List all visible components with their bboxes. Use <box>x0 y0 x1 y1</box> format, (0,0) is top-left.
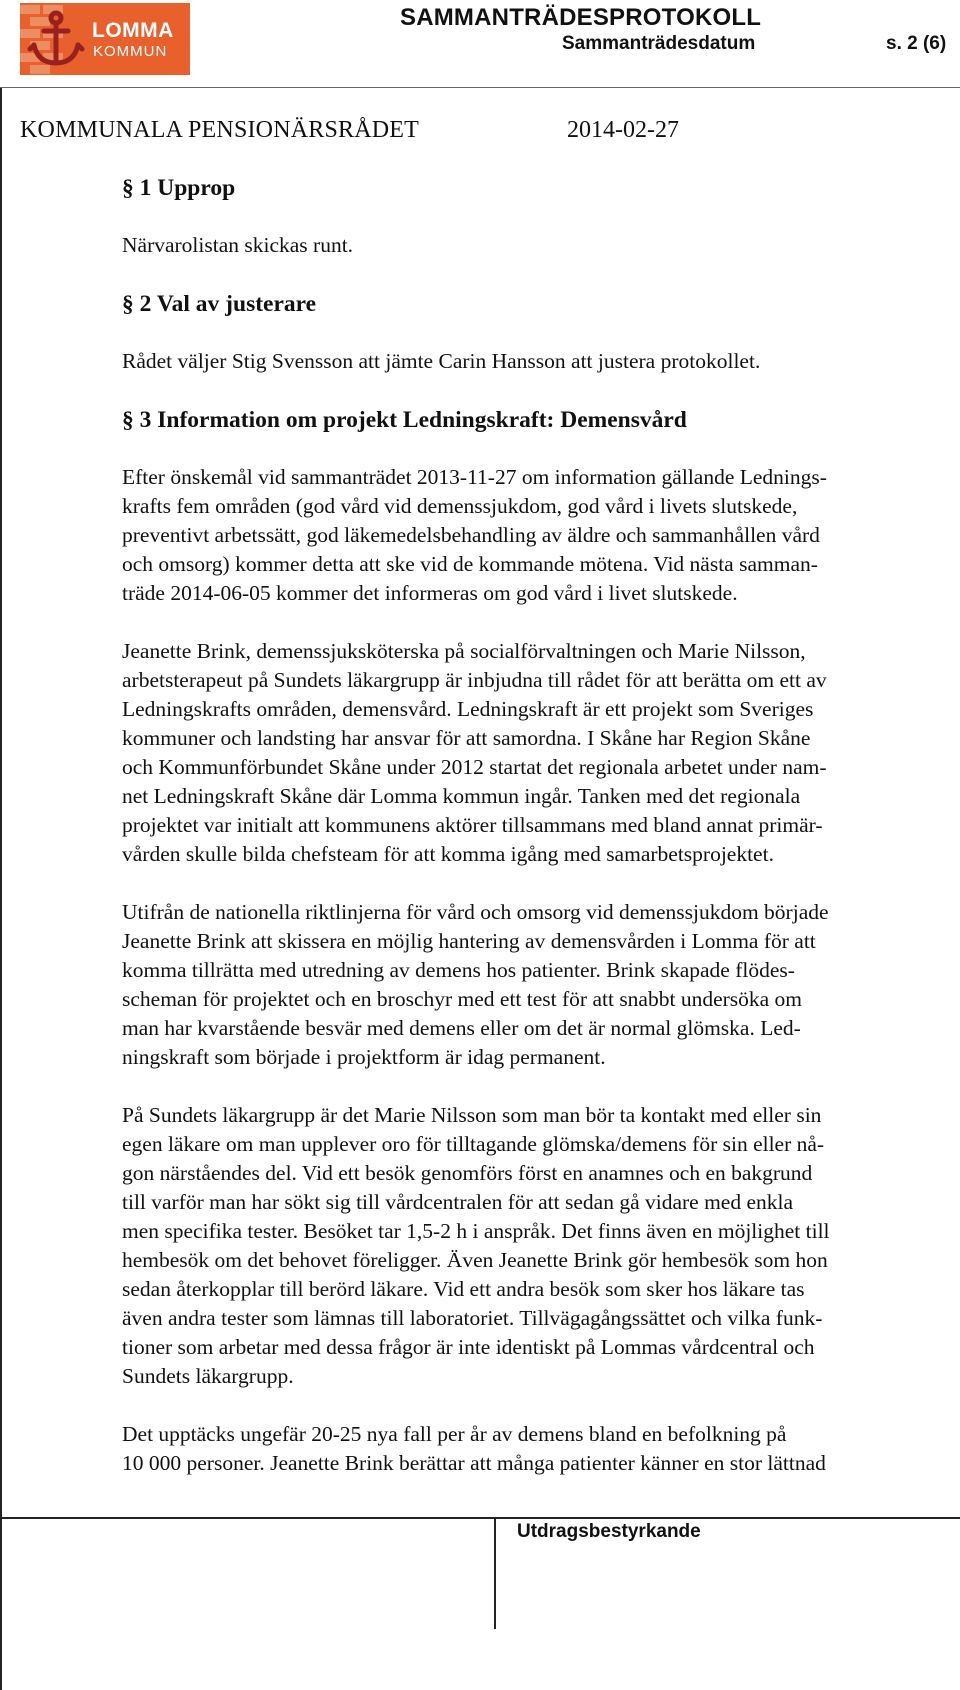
text-line: och Kommunförbundet Skåne under 2012 startat det regionala arbetet under nam- <box>122 755 827 779</box>
left-margin-line <box>0 88 2 1690</box>
section-heading: § 2 Val av justerare <box>122 291 317 317</box>
text-line: gon närståendes del. Vid ett besök genomförs först en anamnes och en bakgrund <box>122 1161 813 1185</box>
spacer <box>122 260 954 289</box>
spacer <box>122 435 954 463</box>
text-line: net Ledningskraft Skåne där Lomma kommun ingår. Tanken med det regionala <box>122 784 801 808</box>
spacer <box>122 203 954 231</box>
paragraph <box>122 1101 954 1391</box>
text-line: scheman för projektet och en broschyr med ett test för att snabbt undersöka om <box>122 987 803 1011</box>
section-heading: § 1 Upprop <box>122 175 236 201</box>
text-line: Jeanette Brink att skissera en möjlig hantering av demensvården i Lomma för att <box>122 929 816 953</box>
meeting-date-label: Sammanträdesdatum <box>562 33 756 54</box>
spacer <box>122 1072 954 1101</box>
anchor-icon <box>26 9 86 69</box>
meeting-date: 2014-02-27 <box>567 117 679 143</box>
text-line: egen läkare om man upplever oro för tilltagande glömska/demens för sin eller nå- <box>122 1132 825 1156</box>
municipality-logo <box>20 3 190 75</box>
text-line: ningskraft som började i projektform är idag permanent. <box>122 1045 606 1069</box>
text-line: 10 000 personer. Jeanette Brink berättar att många patienter känner en stor lättnad <box>122 1451 826 1475</box>
text-line: Jeanette Brink, demenssjuksköterska på socialförvaltningen och Marie Nilsson, <box>122 639 806 663</box>
committee-name: KOMMUNALA PENSIONÄRSRÅDET <box>20 117 420 143</box>
text-line: men specifika tester. Besöket tar 1,5-2 h i anspråk. Det finns även en möjlighet till <box>122 1219 830 1243</box>
footer-divider <box>0 1517 960 1519</box>
certification-label: Utdragsbestyrkande <box>517 1521 701 1542</box>
spacer <box>122 319 954 347</box>
text-line: arbetsterapeut på Sundets läkargrupp är inbjudna till rådet för att berätta om ett av <box>122 668 827 692</box>
text-line: komma tillrätta med utredning av demens hos patienter. Brink skapade flödes- <box>122 958 795 982</box>
text-line: Närvarolistan skickas runt. <box>122 233 354 257</box>
paragraph <box>122 898 954 1072</box>
spacer <box>122 1478 954 1507</box>
logo-text-kommun: KOMMUN <box>93 43 168 60</box>
text-line: vården skulle bilda chefsteam för att komma igång med samarbetsprojektet. <box>122 842 774 866</box>
text-line: tioner som arbetar med dessa frågor är inte identiskt på Lommas vårdcentral och <box>122 1335 815 1359</box>
text-line: till varför man har sökt sig till vårdcentralen för att sedan gå vidare med enkla <box>122 1190 794 1214</box>
text-line: På Sundets läkargrupp är det Marie Nilsson som man bör ta kontakt med eller sin <box>122 1103 822 1127</box>
spacer <box>122 1391 954 1420</box>
spacer <box>122 869 954 898</box>
text-line: krafts fem områden (god vård vid demenssjukdom, god vård i livets slutskede, <box>122 494 798 518</box>
header-divider <box>0 87 960 88</box>
spacer <box>122 376 954 405</box>
document-type-title: SAMMANTRÄDESPROTOKOLL <box>400 4 762 31</box>
text-line: Rådet väljer Stig Svensson att jämte Carin Hansson att justera protokollet. <box>122 349 761 373</box>
text-line: hembesök om det behovet föreligger. Även Jeanette Brink gör hembesök som hon <box>122 1248 828 1272</box>
text-line: Ledningskrafts områden, demensvård. Ledningskraft är ett projekt som Sveriges <box>122 697 814 721</box>
text-line: man har kvarstående besvär med demens eller om det är normal glömska. Led- <box>122 1016 801 1040</box>
text-line: kommuner och landsting har ansvar för att samordna. I Skåne har Region Skåne <box>122 726 811 750</box>
text-line: projektet var initialt att kommunens aktörer tillsammans med bland annat primär- <box>122 813 823 837</box>
section-heading: § 3 Information om projekt Ledningskraft: Demensvård <box>122 407 687 433</box>
logo-text-lomma: LOMMA <box>92 19 174 42</box>
text-line: Sundets läkargrupp. <box>122 1364 294 1388</box>
text-line: och omsorg) kommer detta att ske vid de kommande mötena. Vid nästa samman- <box>122 552 818 576</box>
text-line: Efter önskemål vid sammanträdet 2013-11-27 om information gällande Lednings- <box>122 465 827 489</box>
text-line: träde 2014-06-05 kommer det informeras om god vård i livet slutskede. <box>122 581 738 605</box>
text-line: även andra tester som lämnas till laboratoriet. Tillvägagångssättet och vilka funk- <box>122 1306 823 1330</box>
text-line: sedan återkopplar till berörd läkare. Vid ett andra besök som sker hos läkare tas <box>122 1277 805 1301</box>
text-line: Det upptäcks ungefär 20-25 nya fall per år av demens bland en befolkning på <box>122 1422 787 1446</box>
paragraph <box>122 347 954 376</box>
paragraph <box>122 231 954 260</box>
spacer <box>122 608 954 637</box>
page-number: s. 2 (6) <box>886 33 947 54</box>
footer-column-divider <box>494 1519 496 1629</box>
paragraph <box>122 1420 954 1478</box>
minutes-body <box>122 173 954 1507</box>
paragraph <box>122 637 954 869</box>
paragraph <box>122 463 954 608</box>
text-line: preventivt arbetssätt, god läkemedelsbehandling av äldre och sammanhållen vård <box>122 523 820 547</box>
text-line: Utifrån de nationella riktlinjerna för vård och omsorg vid demenssjukdom började <box>122 900 829 924</box>
